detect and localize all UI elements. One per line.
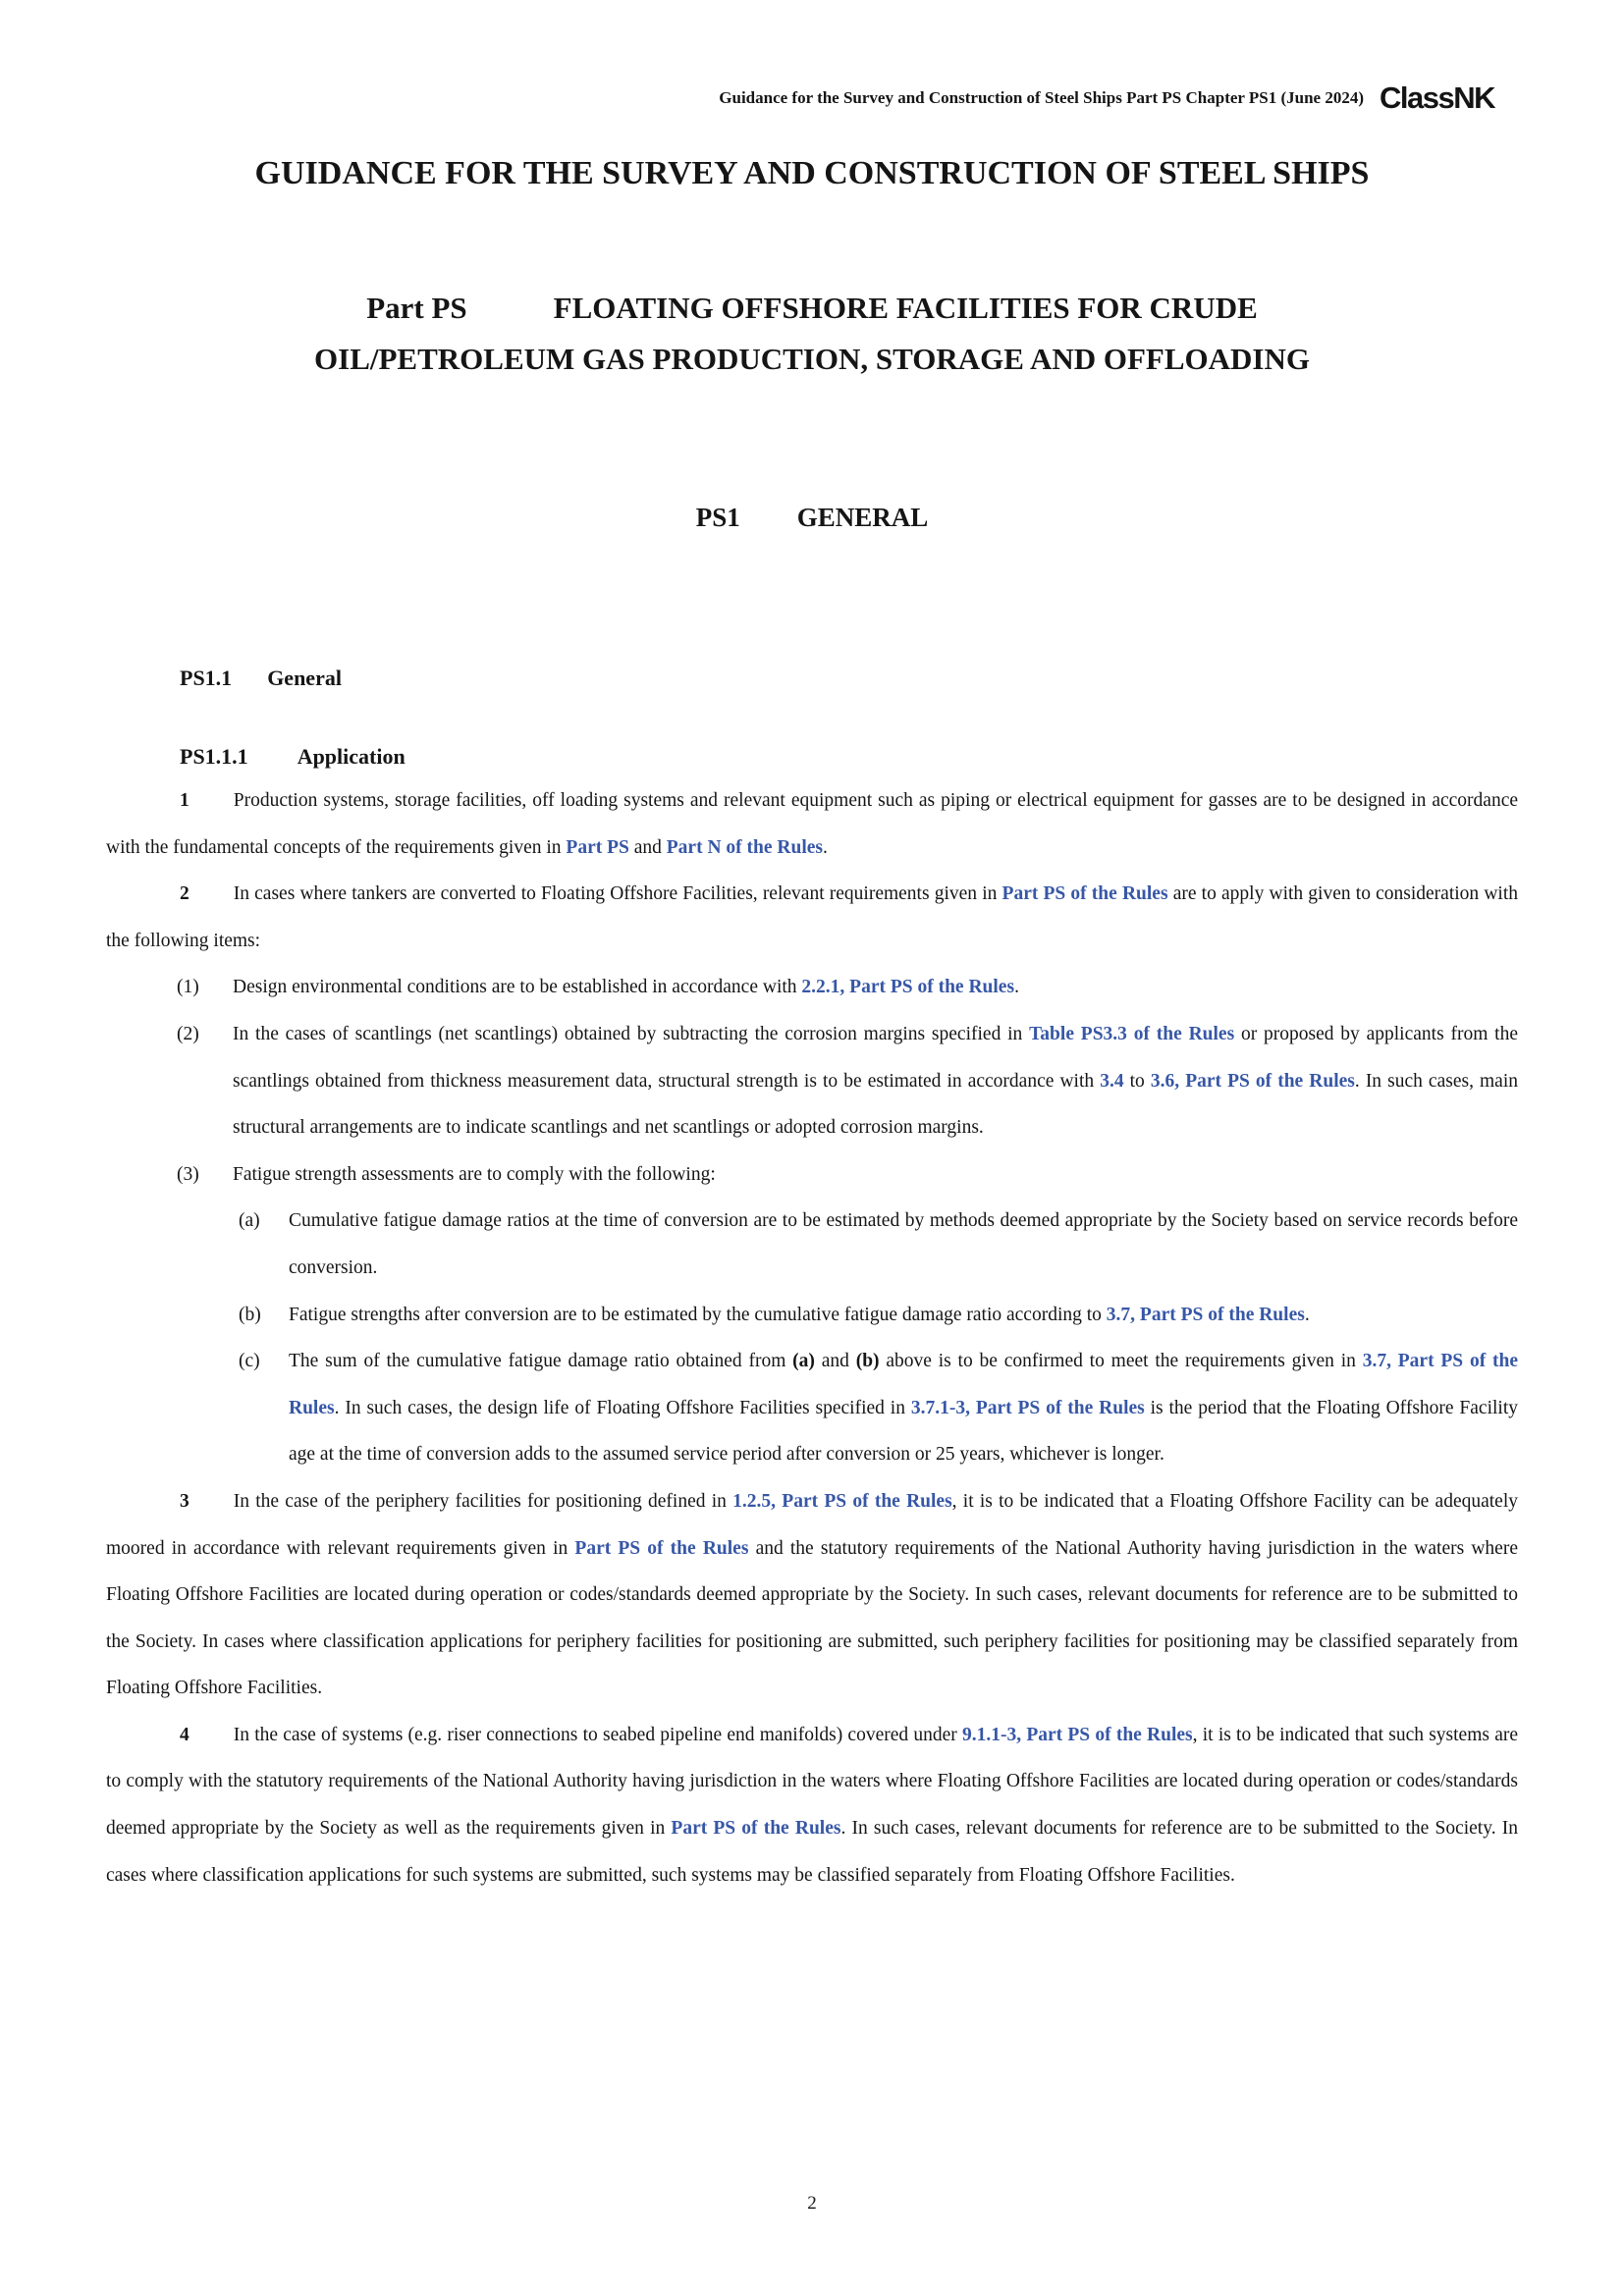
document-title: GUIDANCE FOR THE SURVEY AND CONSTRUCTION OF STEEL SHIPS <box>254 155 1370 191</box>
paragraph-marker: 3 <box>180 1490 189 1512</box>
numbered-paragraph <box>106 871 1518 964</box>
paragraph-text: or proposed by applicants from the scantlings obtained from thickness measurement data, structural strength is to be estimated in accordance with <box>233 1023 1518 1092</box>
rule-reference-link[interactable]: 3.4 <box>1100 1070 1124 1092</box>
running-header-text: Guidance for the Survey and Construction of Steel Ships Part PS Chapter PS1 (June 2024) <box>719 87 1364 107</box>
paragraph-text: to <box>1123 1070 1151 1092</box>
paragraph-text: Fatigue strength assessments are to comply with the following: <box>233 1163 716 1185</box>
paragraph-text: and <box>814 1351 856 1372</box>
rule-reference-link[interactable]: Part N of the Rules <box>666 836 823 858</box>
sub-list-item <box>106 1292 1518 1339</box>
rule-reference-link[interactable]: Part PS of the Rules <box>671 1818 841 1840</box>
section-number: PS1.1 <box>180 666 233 690</box>
chapter-number: PS1 <box>695 503 740 532</box>
part-heading-line2 <box>0 334 1624 385</box>
numbered-paragraph <box>106 1478 1518 1712</box>
rule-reference-link[interactable]: Part PS of the Rules <box>574 1537 749 1559</box>
paragraph-marker: (1) <box>177 977 199 998</box>
chapter-heading <box>0 503 1624 533</box>
paragraph-marker: (c) <box>239 1351 260 1372</box>
subsection-heading <box>180 744 406 770</box>
paragraph-text: Production systems, storage facilities, off loading systems and relevant equipment such as piping or electrical equipment for gasses are to be designed in accordance with the fundamental concepts of the requirements given in <box>106 790 1518 858</box>
paragraph-text: . <box>822 836 828 858</box>
list-item <box>106 964 1518 1011</box>
paragraph-marker: 2 <box>180 883 189 905</box>
paragraph-text: are to apply with given to consideration with the following items: <box>106 883 1518 951</box>
list-item <box>106 1011 1518 1151</box>
rule-reference-link[interactable]: 2.2.1, Part PS of the Rules <box>801 977 1015 998</box>
list-item <box>106 1151 1518 1199</box>
paragraph-text: . In such cases, the design life of Floating Offshore Facilities specified in <box>334 1397 911 1418</box>
rule-reference-link[interactable]: 3.6, Part PS of the Rules <box>1150 1070 1355 1092</box>
bold-reference: (a) <box>792 1351 815 1372</box>
sub-list-item <box>106 1338 1518 1478</box>
sub-list-item <box>106 1198 1518 1291</box>
numbered-paragraph <box>106 1712 1518 1898</box>
chapter-title: GENERAL <box>796 503 929 532</box>
numbered-paragraph <box>106 777 1518 871</box>
paragraph-marker: (a) <box>239 1210 260 1232</box>
running-header <box>106 82 1494 113</box>
paragraph-text: . In such cases, relevant documents for reference are to be submitted to the Society. In cases where classification applications for such systems are submitted, such systems may be classified separately from Floating Offshore Facilities. <box>106 1818 1518 1886</box>
classnk-logo: ClassNK <box>1380 80 1494 115</box>
paragraph-text: . <box>1304 1304 1310 1325</box>
paragraph-text: . <box>1014 977 1019 998</box>
subsection-title: Application <box>297 744 406 769</box>
rule-reference-link[interactable]: 1.2.5, Part PS of the Rules <box>732 1490 952 1512</box>
paragraph-text: , it is to be indicated that such systems are to comply with the statutory requirements of the National Authority having jurisdiction in the waters where Floating Offshore Facilities are located during operation or codes/standards deemed appropriate by the Society as well as the requirements given in <box>106 1724 1518 1840</box>
paragraph-text: , it is to be indicated that a Floating Offshore Facility can be adequately moored in accordance with relevant requirements given in <box>106 1490 1518 1559</box>
section-heading <box>180 666 342 691</box>
paragraph-text: Design environmental conditions are to be established in accordance with <box>233 977 802 998</box>
rule-reference-link[interactable]: Part PS <box>566 836 629 858</box>
part-title-line1: FLOATING OFFSHORE FACILITIES FOR CRUDE <box>553 291 1258 325</box>
paragraph-text: Cumulative fatigue damage ratios at the time of conversion are to be estimated by methods deemed appropriate by the Society based on service records before conversion. <box>289 1210 1518 1278</box>
rule-reference-link[interactable]: 9.1.1-3, Part PS of the Rules <box>962 1724 1193 1745</box>
paragraph-marker: 4 <box>180 1724 189 1745</box>
rule-reference-link[interactable]: 3.7, Part PS of the Rules <box>1106 1304 1305 1325</box>
paragraph-text: . In such cases, main structural arrangements are to indicate scantlings and net scantlings or adopted corrosion margins. <box>233 1070 1519 1139</box>
part-heading <box>0 283 1624 385</box>
paragraph-text: and <box>628 836 667 858</box>
part-heading-line1 <box>0 283 1624 334</box>
paragraph-text: and the statutory requirements of the National Authority having jurisdiction in the waters where Floating Offshore Facilities are located during operation or codes/standards deemed appropriate by the Society. In such cases, relevant documents for reference are to be submitted to the Society. In cases where classification applications for periphery facilities for positioning are submitted, such periphery facilities for positioning may be classified separately from Floating Offshore Facilities. <box>106 1537 1518 1699</box>
paragraph-text: In the case of systems (e.g. riser connections to seabed pipeline end manifolds) covered under <box>233 1724 962 1745</box>
paragraph-text: above is to be confirmed to meet the requirements given in <box>879 1351 1363 1372</box>
paragraph-marker: (3) <box>177 1163 199 1185</box>
rule-reference-link[interactable]: Part PS of the Rules <box>1001 883 1168 905</box>
paragraph-text: The sum of the cumulative fatigue damage ratio obtained from <box>289 1351 793 1372</box>
paragraph-text: is the period that the Floating Offshore Facility age at the time of conversion adds to the assumed service period after conversion or 25 years, whichever is longer. <box>289 1397 1519 1466</box>
rule-reference-link[interactable]: 3.7.1-3, Part PS of the Rules <box>910 1397 1145 1418</box>
paragraph-text: In cases where tankers are converted to Floating Offshore Facilities, relevant requirements given in <box>233 883 1002 905</box>
paragraph-marker: 1 <box>180 790 189 811</box>
rule-reference-link[interactable]: Table PS3.3 of the Rules <box>1029 1023 1235 1044</box>
paragraph-marker: (b) <box>239 1304 261 1325</box>
paragraph-marker: (2) <box>177 1023 199 1044</box>
part-label: Part PS <box>366 291 467 325</box>
paragraph-text: In the case of the periphery facilities for positioning defined in <box>233 1490 733 1512</box>
document-body <box>106 777 1518 1898</box>
rule-reference-link[interactable]: 3.7, Part PS of the Rules <box>289 1351 1518 1418</box>
subsection-number: PS1.1.1 <box>180 744 248 769</box>
paragraph-text: In the cases of scantlings (net scantlings) obtained by subtracting the corrosion margins specified in <box>233 1023 1030 1044</box>
paragraph-text: Fatigue strengths after conversion are to be estimated by the cumulative fatigue damage ratio according to <box>289 1304 1107 1325</box>
bold-reference: (b) <box>855 1351 880 1372</box>
page-number: 2 <box>807 2193 817 2214</box>
section-title: General <box>267 666 342 690</box>
part-title-line2: OIL/PETROLEUM GAS PRODUCTION, STORAGE AND OFFLOADING <box>314 342 1310 376</box>
